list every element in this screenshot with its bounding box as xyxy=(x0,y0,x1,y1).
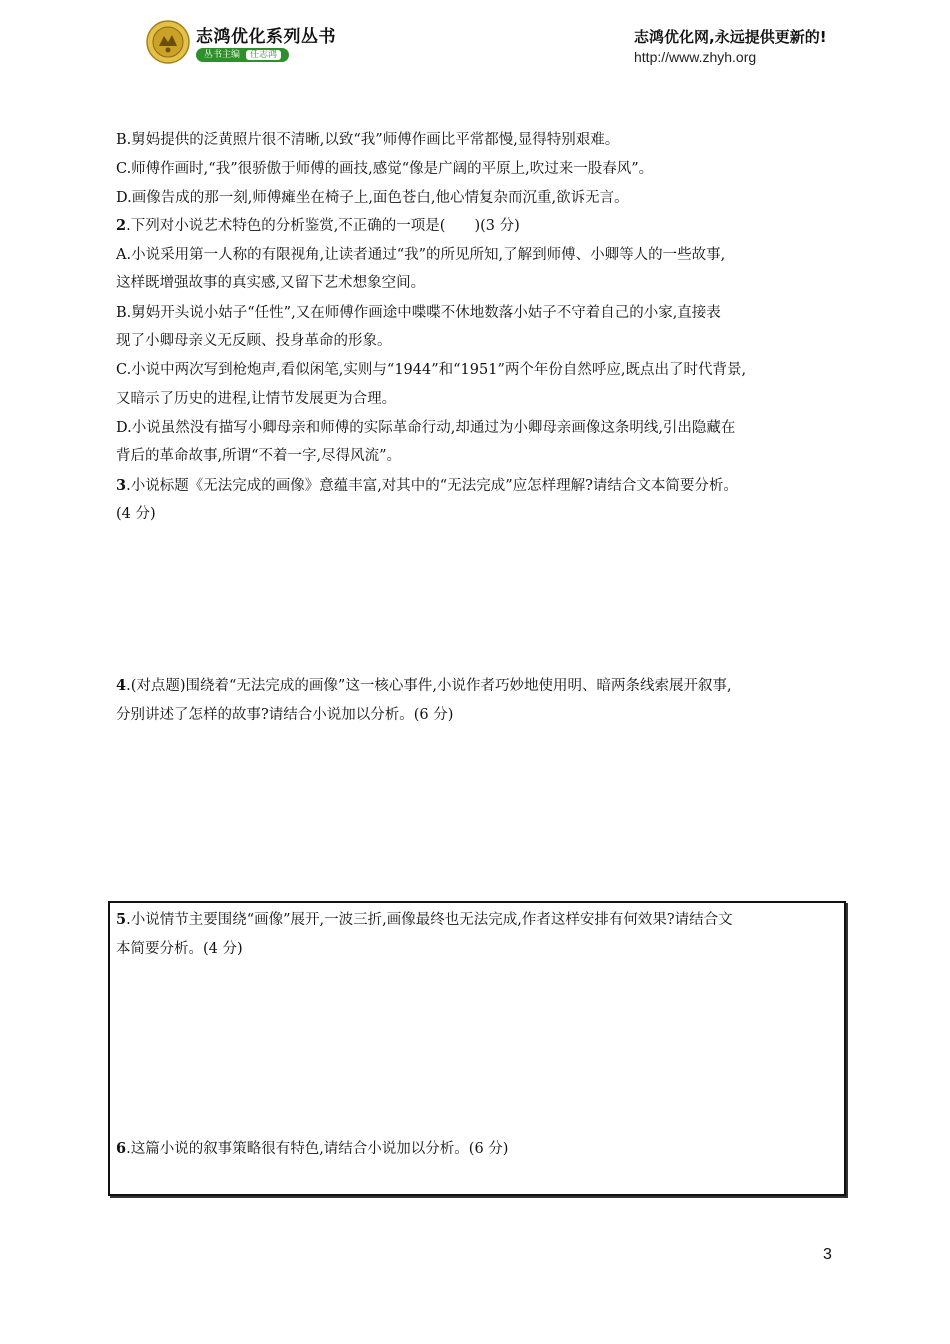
q2-stem xyxy=(116,212,836,240)
q2-option-c-line1: C.小说中两次写到枪炮声,看似闲笔,实则与“1944”和“1951”两个年份自然呼应,既点出了时代背景, xyxy=(116,362,747,378)
q2-option-b-line2: 现了小卿母亲义无反顾、投身革命的形象。 xyxy=(116,333,392,349)
editor-name: 任志鸿 xyxy=(246,50,281,60)
q1-option-c: C.师傅作画时,“我”很骄傲于师傅的画技,感觉“像是广阔的平原上,吹过来一股春风”。 xyxy=(116,161,654,177)
q5-line1 xyxy=(116,906,836,934)
q1-option-b: B.舅妈提供的泛黄照片很不清晰,以致“我”师傅作画比平常都慢,显得特别艰难。 xyxy=(116,132,620,148)
q2-option-a-line1: A.小说采用第一人称的有限视角,让读者通过“我”的所见所知,了解到师傅、小卿等人的一些故事, xyxy=(116,247,726,263)
header-slogan: 志鸿优化网,永远提供更新的! xyxy=(634,28,827,46)
q6-number: 6 xyxy=(116,1140,127,1157)
q3-line2: (4 分) xyxy=(116,506,156,522)
q4-text: .(对点题)围绕着“无法完成的画像”这一核心事件,小说作者巧妙地使用明、暗两条线索展开叙事, xyxy=(126,678,732,694)
q5-number: 5 xyxy=(116,911,127,928)
q3-line1 xyxy=(116,472,836,500)
q2-option-d-line1: D.小说虽然没有描写小卿母亲和师傅的实际革命行动,却通过为小卿母亲画像这条明线,引出隐藏在 xyxy=(116,420,736,436)
publisher-logo-icon xyxy=(146,20,190,64)
q3-text: .小说标题《无法完成的画像》意蕴丰富,对其中的“无法完成”应怎样理解?请结合文本简要分析。 xyxy=(126,478,738,494)
q4-line1 xyxy=(116,672,836,700)
q4-number: 4 xyxy=(116,677,127,694)
editor-badge xyxy=(196,48,289,62)
q1-option-d: D.画像告成的那一刻,师傅瘫坐在椅子上,面色苍白,他心情复杂而沉重,欲诉无言。 xyxy=(116,190,629,206)
q6-text: .这篇小说的叙事策略很有特色,请结合小说加以分析。(6 分) xyxy=(126,1141,509,1157)
q2-option-c-line2: 又暗示了历史的进程,让情节发展更为合理。 xyxy=(116,391,397,407)
q5-line2: 本简要分析。(4 分) xyxy=(116,941,243,957)
q4-line2: 分别讲述了怎样的故事?请结合小说加以分析。(6 分) xyxy=(116,707,454,723)
q2-number: 2 xyxy=(116,217,127,234)
q2-stem-text: .下列对小说艺术特色的分析鉴赏,不正确的一项是( )(3 分) xyxy=(126,218,520,234)
header-url-link[interactable]: http://www.zhyh.org xyxy=(634,49,757,65)
q6-line1 xyxy=(116,1135,836,1163)
q2-option-d-line2: 背后的革命故事,所谓“不着一字,尽得风流”。 xyxy=(116,448,402,464)
series-title: 志鸿优化系列丛书 xyxy=(196,27,336,47)
page-number: 3 xyxy=(823,1246,832,1263)
q2-option-b-line1: B.舅妈开头说小姑子“任性”,又在师傅作画途中喋喋不休地数落小姑子不守着自己的小家,直接表 xyxy=(116,305,721,321)
q2-option-a-line2: 这样既增强故事的真实感,又留下艺术想象空间。 xyxy=(116,275,426,291)
editor-label: 丛书主编 xyxy=(204,50,241,60)
q5-text: .小说情节主要围绕“画像”展开,一波三折,画像最终也无法完成,作者这样安排有何效果?请结合文 xyxy=(126,912,733,928)
q3-number: 3 xyxy=(116,477,127,494)
